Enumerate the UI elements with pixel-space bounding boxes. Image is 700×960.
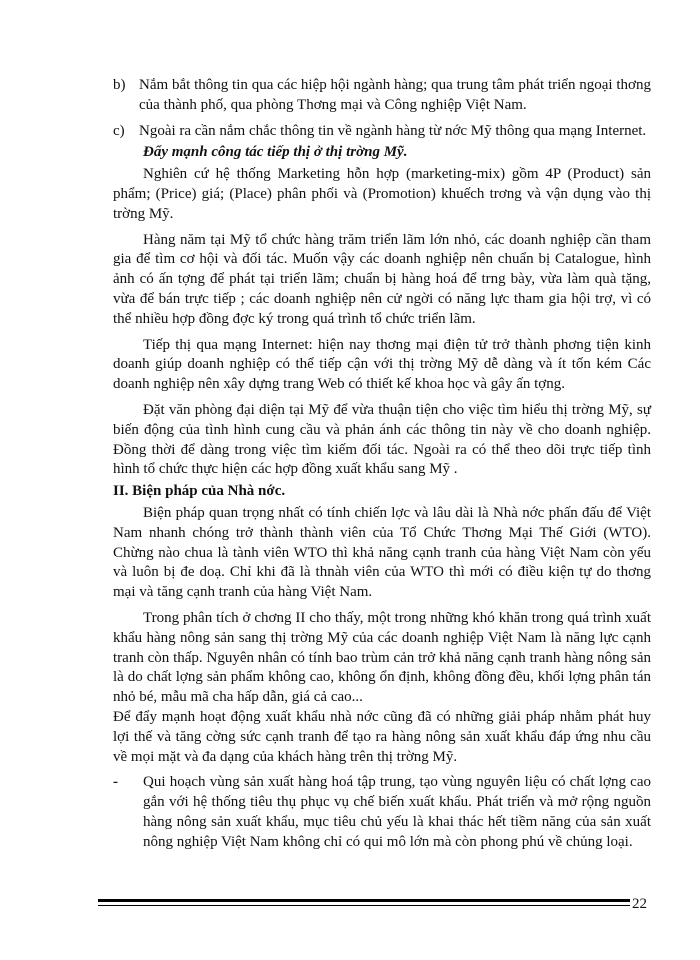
bullet-item <box>113 773 651 852</box>
list-text: Ngoài ra cần nắm chắc thông tin về ngành hàng từ nớc Mỹ thông qua mạng Internet. <box>139 122 647 139</box>
footer-rule-thick <box>98 899 630 902</box>
paragraph: Đặt văn phòng đại diện tại Mỹ để vừa thuận tiện cho việc tìm hiểu thị trờng Mỹ, sự biến động của tình hình cung cầu và phản ánh các thông tin này về cho doanh nghiệp. Đồng thời để dàng trong việc tìm kiếm đối tác. Ngoài ra có thể theo dõi trực tiếp tình hình tổ chức thực hiện các hợp đồng xuất khẩu sang Mỹ . <box>113 401 651 478</box>
list-item-c <box>113 122 651 142</box>
marketing-heading: Đẩy mạnh công tác tiếp thị ở thị trờng Mỹ. <box>143 144 408 161</box>
paragraph: Trong phân tích ở chơng II cho thấy, một trong những khó khăn trong quá trình xuất khẩu hàng nông sản sang thị trờng Mỹ của các doanh nghiệp Việt Nam là năng lực cạnh tranh còn thấp. Nguyên nhân có tính bao trùm cản trở khả năng cạnh tranh hàng nông sản là do chất lợng sản phẩm không cao, không ổn định, không đồng đều, khối lợng phân tán nhỏ bé, mẫu mã cha hấp dẫn, giá cả cao... <box>113 609 651 706</box>
bullet-mark: - <box>113 774 118 791</box>
page-content <box>113 76 651 852</box>
footer-rule-thin <box>98 905 630 906</box>
paragraph: Để đẩy mạnh hoạt động xuất khẩu nhà nớc cũng đã có những giải pháp nhằm phát huy lợi thế và tăng cờng sức cạnh tranh để tạo ra hàng nông sản xuất khẩu đáp ứng nhu cầu về mọi mặt và đa dạng của khách hàng trên thị trờng Mỹ. <box>113 708 651 765</box>
bullet-text: Qui hoạch vùng sản xuất hàng hoá tập trung, tạo vùng nguyên liệu có chất lợng cao gắn với hệ thống tiêu thụ phục vụ chế biến xuất khẩu. Phát triển và mở rộng nguồn hàng nông sản xuất khẩu, mục tiêu chủ yếu là khai thác hết tiềm năng của sản xuất nông nghiệp Việt Nam không chỉ có qui mô lớn mà còn phong phú về chủng loại. <box>143 774 651 850</box>
paragraph: Tiếp thị qua mạng Internet: hiện nay thơng mại điện tử trở thành phơng tiện kinh doanh giúp doanh nghiệp có thể tiếp cận với thị trờng Mỹ dễ dàng và ít tốn kém Các doanh nghiệp nên xây dựng trang Web có thiết kế khoa học và gây ấn tợng. <box>113 336 651 393</box>
page-number: 22 <box>632 896 647 912</box>
paragraph: Biện pháp quan trọng nhất có tính chiến lợc và lâu dài là Nhà nớc phấn đấu để Việt Nam nhanh chóng trở thành thành viên của Tổ Chức Thơng Mại Thế Giới (WTO). Chừng nào chua là tành viên WTO thì khả năng cạnh tranh của hàng Việt Nam còn yếu và luôn bị đe doạ. Chỉ khi đã là thnàh viên của WTO thì mới có điều kiện tự do thơng mại và tăng cạnh tranh của hàng Việt Nam. <box>113 504 651 601</box>
list-label: c) <box>113 122 125 139</box>
paragraph: Hàng năm tại Mỹ tổ chức hàng trăm triển lãm lớn nhỏ, các doanh nghiệp cần tham gia để tìm cơ hội và đối tác. Muốn vậy các doanh nghiệp nên chuẩn bị Catalogue, hình ảnh có ấn tợng để phát tại triển lãm; chuẩn bị hàng hoá để trng bày, vừa làm quà tặng, vừa để bán trực tiếp ; các doanh nghiệp nên cử ngời có năng lực tham gia hội trợ, vì có thể nhiều hợp đồng đợc ký trong quá trình tổ chức triển lãm. <box>113 231 651 327</box>
section-heading: II. Biện pháp của Nhà nớc. <box>113 483 286 500</box>
list-text: Nắm bắt thông tin qua các hiệp hội ngành hàng; qua trung tâm phát triển ngoại thơng của thành phố, qua phòng Thơng mại và Công nghiệp Việt Nam. <box>139 77 651 113</box>
list-item-b <box>113 76 651 116</box>
paragraph: Nghiên cứ hệ thống Marketing hỗn hợp (marketing-mix) gồm 4P (Product) sản phẩm; (Price) giá; (Place) phân phối và (Promotion) khuếch trơng và vận dụng vào thị trờng Mỹ. <box>113 166 651 222</box>
list-label: b) <box>113 77 126 93</box>
